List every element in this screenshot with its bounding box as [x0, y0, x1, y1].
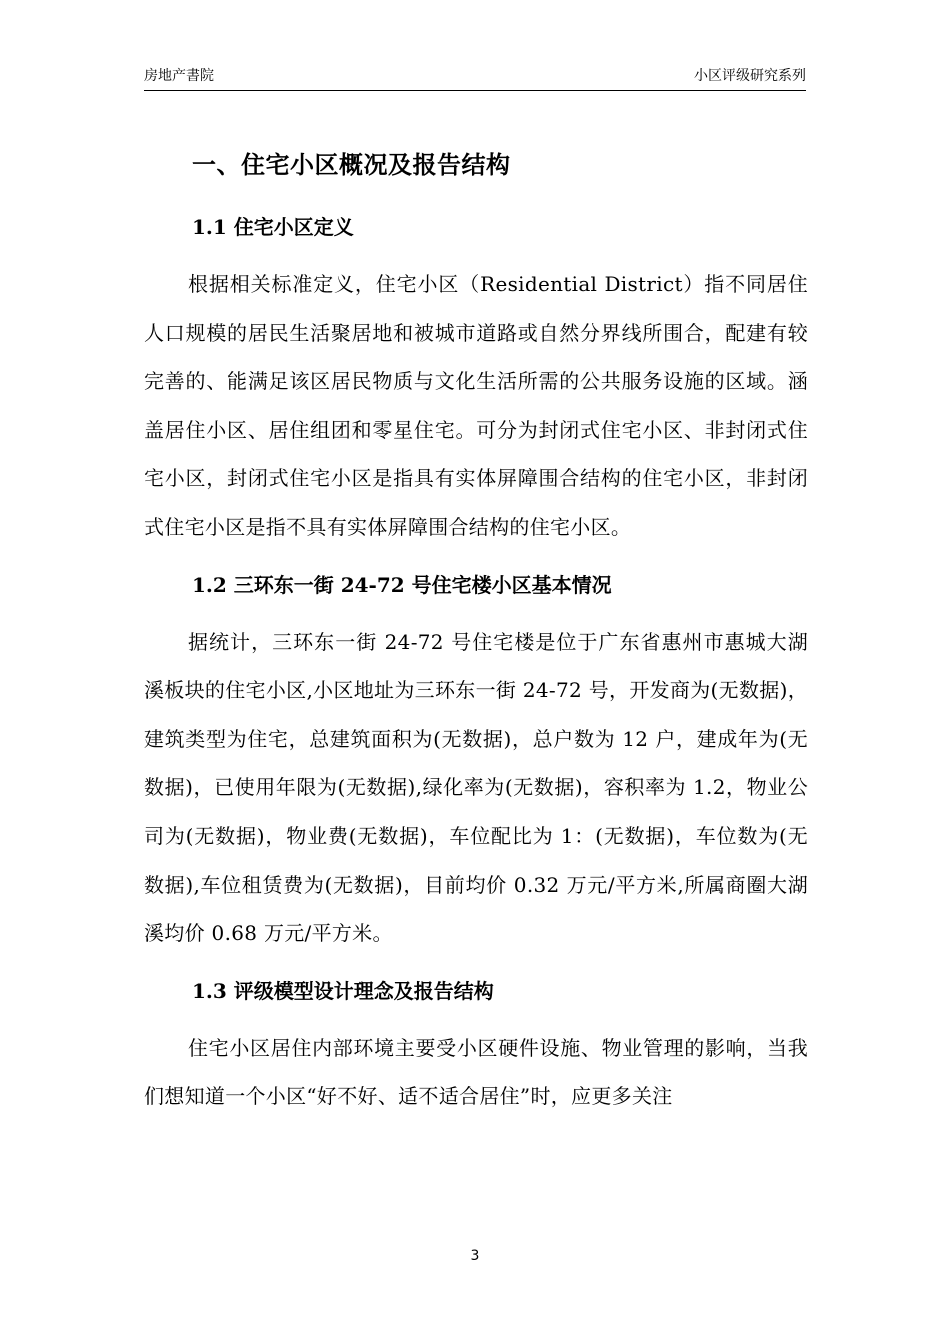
document-body	[144, 140, 808, 1121]
section-paragraph-1-3: 住宅小区居住内部环境主要受小区硬件设施、物业管理的影响，当我们想知道一个小区“好不好、适不适合居住”时，应更多关注	[144, 1035, 808, 1109]
section-paragraph-1-1: 根据相关标准定义，住宅小区（Residential District）指不同居住人口规模的居民生活聚居地和被城市道路或自然分界线所围合，配建有较完善的、能满足该区居民物质与文化生活所需的公共服务设施的区域。涵盖居住小区、居住组团和零星住宅。可分为封闭式住宅小区、非封闭式住宅小区，封闭式住宅小区是指具有实体屏障围合结构的住宅小区，非封闭式住宅小区是指不具有实体屏障围合结构的住宅小区。	[144, 272, 808, 539]
section-paragraph-1-2: 据统计，三环东一街 24-72 号住宅楼是位于广东省惠州市惠城大湖溪板块的住宅小区,小区地址为三环东一街 24-72 号，开发商为(无数据)，建筑类型为住宅，总建筑面积为(无数据)，总户数为 12 户，建成年为(无数据)，已使用年限为(无数据),绿化率为(无数据)，容积率为 1.2，物业公司为(无数据)，物业费(无数据)，车位配比为 1：(无数据)，车位数为(无数据),车位租赁费为(无数据)，目前均价 0.32 万元/平方米,所属商圈大湖溪均价 0.68 万元/平方米。	[144, 629, 808, 946]
page-number: 3	[470, 1248, 480, 1264]
header-series-title: 小区评级研究系列	[694, 68, 806, 84]
section-heading-1-3: 1.3 评级模型设计理念及报告结构	[192, 978, 494, 1003]
header-publisher: 房地产書院	[144, 68, 214, 84]
section-heading-1-2: 1.2 三环东一街 24-72 号住宅楼小区基本情况	[192, 572, 612, 597]
section-heading-1-1: 1.1 住宅小区定义	[192, 215, 354, 239]
page-header	[144, 66, 806, 91]
chapter-title: 一、住宅小区概况及报告结构	[192, 151, 511, 179]
